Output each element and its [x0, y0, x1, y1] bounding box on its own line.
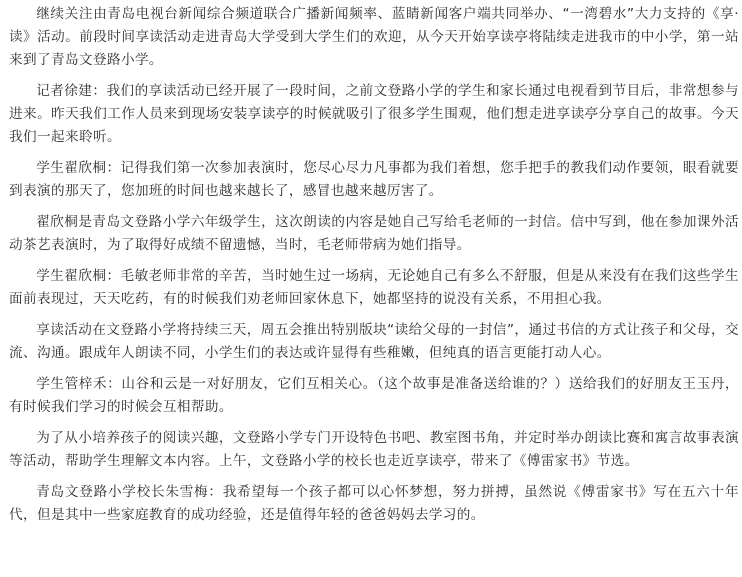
paragraph: 为了从小培养孩子的阅读兴趣，文登路小学专门开设特色书吧、教室图书角，并定时举办朗读比赛和寓言故事表演等活动，帮助学生理解文本内容。上午，文登路小学的校长也走近享读亭，带来了《傅雷家书》节选。 — [9, 430, 739, 469]
paragraph: 享读活动在文登路小学将持续三天，周五会推出特别版块“读给父母的一封信”，通过书信的方式让孩子和父母，交流、沟通。跟成年人朗读不同，小学生们的表达或许显得有些稚嫩，但纯真的语言更能打动人心。 — [9, 322, 739, 361]
paragraph: 记者徐建：我们的享读活动已经开展了一段时间，之前文登路小学的学生和家长通过电视看到节目后，非常想参与进来。昨天我们工作人员来到现场安装享读亭的时候就吸引了很多学生围观，他们想走进享读亭分享自己的故事。今天我们一起来聆听。 — [9, 83, 739, 145]
paragraph: 学生管梓禾：山谷和云是一对好朋友，它们互相关心。（这个故事是准备送给谁的？）送给我们的好朋友王玉丹，有时候我们学习的时候会互相帮助。 — [9, 376, 739, 415]
paragraph: 学生翟欣桐：毛敏老师非常的辛苦，当时她生过一场病，无论她自己有多么不舒服，但是从来没有在我们这些学生面前表现过，天天吃药，有的时候我们劝老师回家休息下，她都坚持的说没有关系，不用担心我。 — [9, 268, 739, 307]
paragraph: 翟欣桐是青岛文登路小学六年级学生，这次朗读的内容是她自己写给毛老师的一封信。信中写到，他在参加课外活动茶艺表演时，为了取得好成绩不留遗憾，当时，毛老师带病为她们指导。 — [9, 214, 739, 253]
paragraph: 青岛文登路小学校长朱雪梅：我希望每一个孩子都可以心怀梦想，努力拼搏，虽然说《傅雷家书》写在五六十年代，但是其中一些家庭教育的成功经验，还是值得年轻的爸爸妈妈去学习的。 — [9, 484, 739, 523]
paragraph: 继续关注由青岛电视台新闻综合频道联合广播新闻频率、蓝睛新闻客户端共同举办、“一湾碧水”大力支持的《享·读》活动。前段时间享读活动走进青岛大学受到大学生们的欢迎，从今天开始享读亭将陆续走进我市的中小学，第一站来到了青岛文登路小学。 — [9, 6, 739, 68]
article-body — [9, 3, 739, 535]
paragraph: 学生翟欣桐：记得我们第一次参加表演时，您尽心尽力凡事都为我们着想，您手把手的教我们动作要领，眼看就要到表演的那天了，您加班的时间也越来越长了，感冒也越来越厉害了。 — [9, 160, 739, 199]
